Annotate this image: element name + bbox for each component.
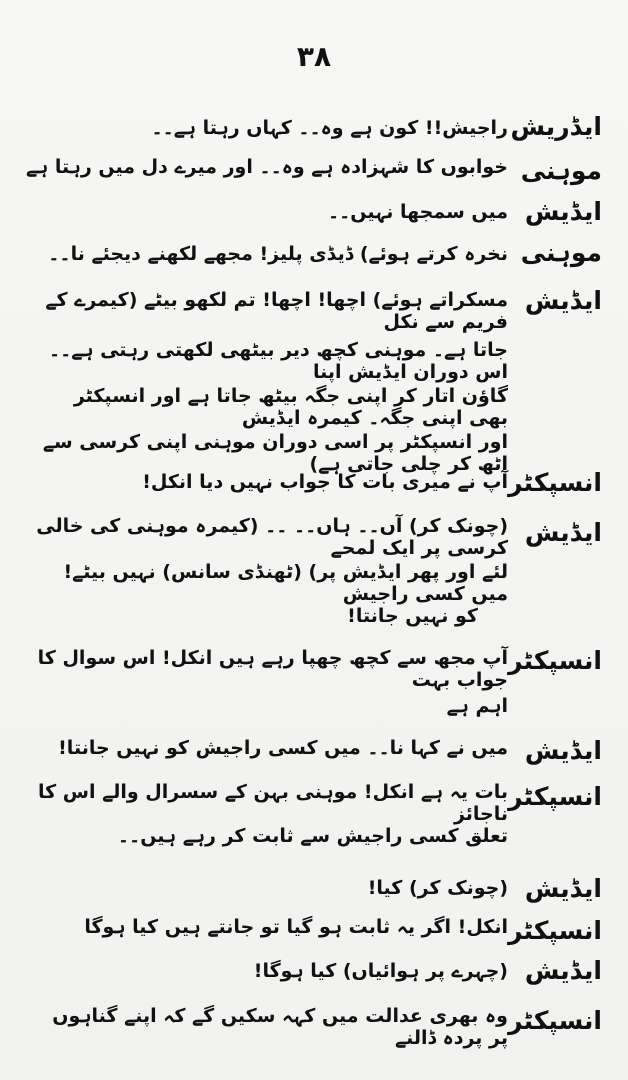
- speaker-label: انسپکٹر: [508, 782, 602, 811]
- dialogue-line: (چونک کر) آں۔۔ ہاں۔۔ ۔۔ (کیمرہ موہنی کی خالی کرسی پر ایک لمحے: [36, 515, 508, 559]
- speaker-label: انسپکٹر: [508, 1006, 602, 1035]
- stage-direction-line: جاتا ہے۔ موہنی کچھ دیر بیٹھی لکھتی رہتی ہے۔۔ اس دوران ایڈیش اپنا: [48, 339, 508, 383]
- speaker-label: انسپکٹر: [508, 916, 602, 945]
- dialogue-line: نخرہ کرتے ہوئے) ڈیڈی پلیز! مجھے لکھنے دیجئے نا۔۔: [48, 243, 508, 265]
- dialogue-line: میں نے کہا نا۔۔ میں کسی راجیش کو نہیں جانتا!: [58, 737, 508, 759]
- speaker-label: ایڈیش: [524, 736, 602, 765]
- speaker-label: موہنی: [520, 156, 602, 185]
- dialogue-line: (چونک کر) کیا!: [367, 877, 508, 899]
- dialogue-line: راجیش!! کون ہے وہ۔۔ کہاں رہتا ہے۔۔: [151, 117, 508, 139]
- stage-direction-line: گاؤن اتار کر اپنی جگہ بیٹھ جاتا ہے اور انسپکٹر بھی اپنی جگہ۔ کیمرہ ایڈیش: [73, 385, 508, 429]
- dialogue-line: خوابوں کا شہزادہ ہے وہ۔۔ اور میرے دل میں رہتا ہے: [25, 156, 508, 178]
- dialogue-line: بات یہ ہے انکل! موہنی بہن کے سسرال والے اس کا ناجائز: [37, 781, 508, 825]
- speaker-label: ایڈیش: [524, 874, 602, 903]
- dialogue-line: اہم ہے: [446, 695, 508, 717]
- speaker-label: انسپکٹر: [508, 646, 602, 675]
- dialogue-line: (چہرے پر ہوائیاں) کیا ہوگا!: [253, 960, 508, 982]
- dialogue-line: انکل! اگر یہ ثابت ہو گیا تو جانتے ہیں کیا ہوگا: [84, 916, 508, 938]
- speaker-label: ایڈیش: [524, 286, 602, 315]
- speaker-label: ایڈریش: [510, 112, 602, 141]
- stage-direction-line: اور انسپکٹر پر اسی دوران موہنی اپنی کرسی سے اٹھ کر چلی جاتی ہے): [42, 431, 508, 475]
- dialogue-line: میں سمجھا نہیں۔۔: [327, 201, 508, 223]
- dialogue-line: وہ بھری عدالت میں کہہ سکیں گے کہ اپنے گناہوں پر پردہ ڈالنے: [52, 1005, 508, 1049]
- page-number: ۳۸: [296, 40, 332, 73]
- dialogue-line: آپ مجھ سے کچھ چھپا رہے ہیں انکل! اس سوال کا جواب بہت: [37, 647, 508, 691]
- speaker-label: موہنی: [520, 238, 602, 267]
- dialogue-line: تعلق کسی راجیش سے ثابت کر رہے ہیں۔۔: [117, 825, 508, 847]
- dialogue-line: کو نہیں جانتا!: [347, 605, 478, 627]
- speaker-label: ایڈیش: [524, 956, 602, 985]
- speaker-label: ایڈیش: [524, 518, 602, 547]
- dialogue-line: لئے اور پھر ایڈیش پر) (ٹھنڈی سانس) نہیں بیٹے! میں کسی راجیش: [63, 561, 508, 605]
- speaker-label: ایڈیش: [524, 197, 602, 226]
- dialogue-line: آپ نے میری بات کا جواب نہیں دیا انکل!: [142, 471, 508, 493]
- speaker-label: انسپکٹر: [508, 468, 602, 497]
- dialogue-line: مسکراتے ہوئے) اچھا! اچھا! تم لکھو بیٹے (کیمرے کے فریم سے نکل: [45, 289, 508, 333]
